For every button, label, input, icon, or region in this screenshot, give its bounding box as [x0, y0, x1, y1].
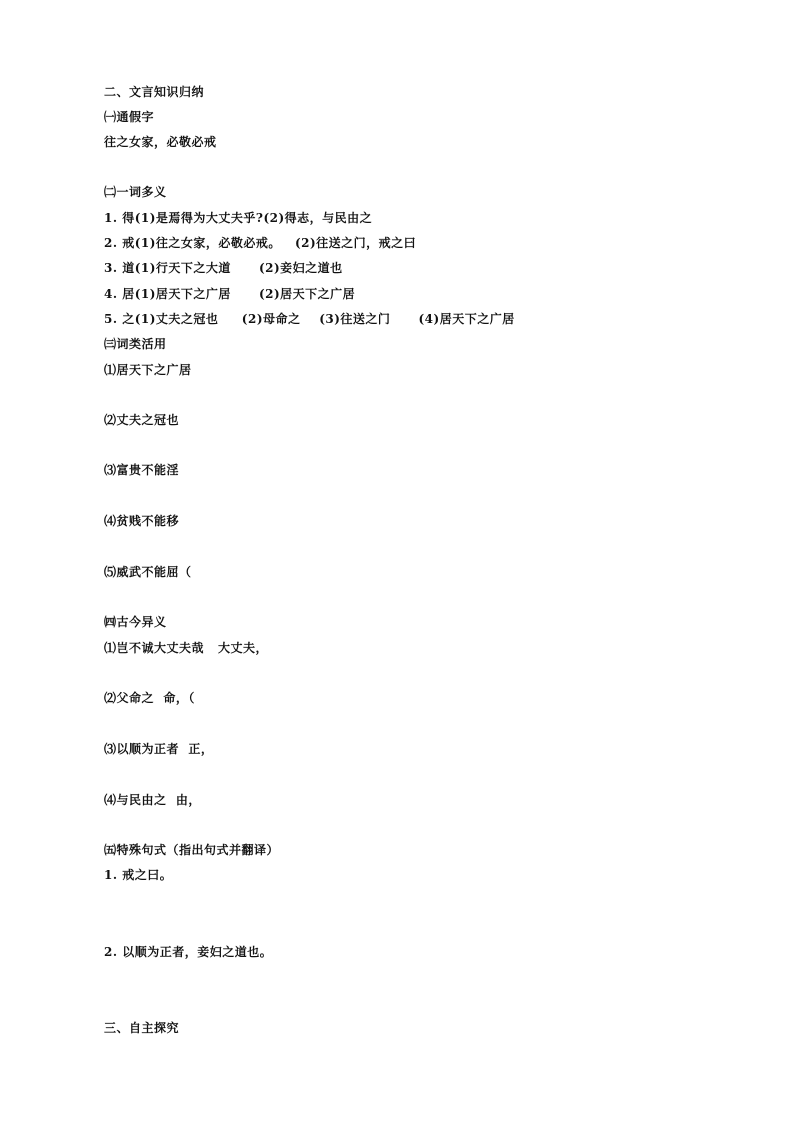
- list-item: ⑸威武不能屈（: [104, 565, 192, 579]
- subheading-yiciduoyi: ㈡一词多义: [104, 185, 167, 199]
- section-heading-3: 三、自主探究: [104, 1021, 180, 1035]
- subheading-gujinyiyi: ㈣古今异义: [104, 615, 167, 629]
- list-item: 2. 戒(1)往之女家，必敬必戒。 (2)往送之门，戒之曰: [104, 236, 417, 250]
- section-heading-2: 二、文言知识归纳: [104, 85, 205, 99]
- subheading-teshujushi: ㈤特殊句式（指出句式并翻译）: [104, 843, 280, 857]
- list-item: 4. 居(1)居天下之广居 (2)居天下之广居: [104, 287, 356, 301]
- list-item: 5. 之(1)丈夫之冠也 (2)母命之 (3)往送之门 (4)居天下之广居: [104, 312, 515, 326]
- list-item: ⑴岂不诚大丈夫哉 大丈夫，: [104, 641, 269, 655]
- text-line: 往之女家，必敬必戒: [104, 135, 217, 149]
- subheading-cileihuoyong: ㈢词类活用: [104, 337, 167, 351]
- list-item: ⑷与民由之 由，: [104, 793, 201, 807]
- list-item: ⑵丈夫之冠也: [104, 413, 180, 427]
- list-item: 3. 道(1)行天下之大道 (2)妾妇之道也: [104, 261, 343, 275]
- list-item: 2. 以顺为正者，妾妇之道也。: [104, 945, 273, 959]
- list-item: 1. 戒之曰。: [104, 868, 173, 882]
- list-item: ⑵父命之 命，（: [104, 691, 195, 705]
- list-item: 1. 得(1)是焉得为大丈夫乎?(2)得志，与民由之: [104, 211, 373, 225]
- list-item: ⑶富贵不能淫: [104, 463, 180, 477]
- list-item: ⑶以顺为正者 正，: [104, 742, 214, 756]
- subheading-tongjiazi: ㈠通假字: [104, 110, 155, 124]
- list-item: ⑷贫贱不能移: [104, 514, 180, 528]
- list-item: ⑴居天下之广居: [104, 363, 192, 377]
